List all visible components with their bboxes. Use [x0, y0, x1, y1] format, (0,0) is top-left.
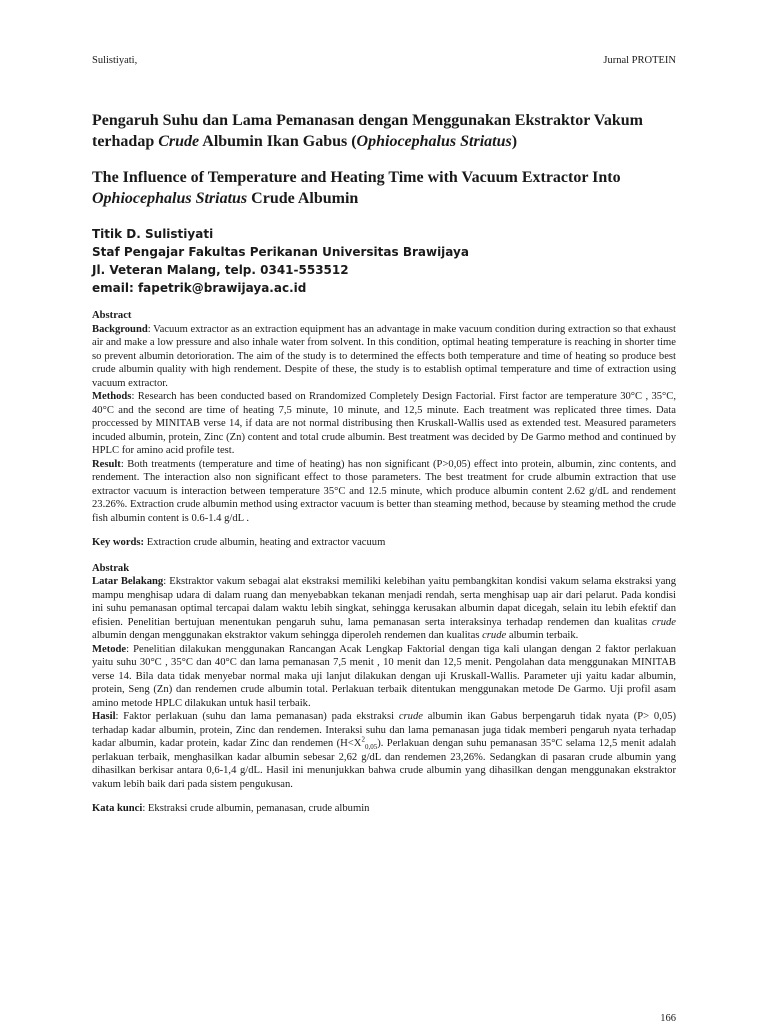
- keywords-english: [92, 536, 676, 550]
- abstract-heading: Abstract: [92, 310, 132, 321]
- latar-text-3: albumin terbaik.: [506, 630, 579, 641]
- hasil-text-3: ). Perlakuan dengan suhu pemanasan 35°C selama 12,5 menit adalah perlakuan terbaik, menghasilkan kadar albumin sebesar 2,62 g/dL dan rendemen 23,26%. Sedangkan di pasaran crude albumin yang dihasilkan berkisar antara 0,6-1,4 g/dL. Hasil ini menunjukkan bahwa crude albumin yang dihasilkan dengan menggunakan ekstraktor vakum lebih baik dari pada sistem pengukusan.: [92, 738, 676, 790]
- abstrak-latar-belakang: [92, 575, 676, 643]
- latar-crude-2: crude: [482, 630, 507, 641]
- author-affiliation: Staf Pengajar Fakultas Perikanan Universitas Brawijaya: [92, 245, 469, 259]
- hasil-text-2: albumin ikan Gabus berpengaruh tidak nyata (P> 0,05) terhadap kadar albumin, protein, Zinc dan rendemen. Interaksi suhu dan lama pemanasan juga tidak memberi pengaruh nyata terhadap kadar albumin, kadar protein, kadar Zinc dan rendemen (H<X: [92, 711, 676, 749]
- title-id-crude: Crude: [158, 133, 200, 150]
- title-en-text-1: The Influence of Temperature and Heating Time with Vacuum Extractor Into: [92, 169, 621, 186]
- abstrak-hasil: [92, 710, 676, 791]
- keywords-text: Extraction crude albumin, heating and extractor vacuum: [144, 537, 386, 548]
- metode-label: Metode: [92, 643, 127, 655]
- abstract-result: [92, 458, 676, 526]
- latar-crude-1: crude: [651, 616, 676, 628]
- running-header-journal: Jurnal PROTEIN: [603, 55, 676, 66]
- hasil-text-1: : Faktor perlakuan (suhu dan lama pemanasan) pada ekstraksi: [115, 711, 399, 722]
- chi-square-sub: 0,05: [364, 743, 378, 752]
- abstrak-heading: Abstrak: [92, 562, 130, 574]
- abstract-background: [92, 323, 676, 391]
- title-english: [92, 167, 676, 209]
- title-id-text-2: Albumin Ikan Gabus (: [199, 133, 357, 150]
- keywords-indonesian: [92, 802, 676, 816]
- methods-label: Methods: [92, 391, 132, 402]
- abstrak-metode: [92, 643, 676, 711]
- kata-kunci-label: Kata kunci: [92, 803, 143, 814]
- background-text: : Vacuum extractor as an extraction equipment has an advantage in make vacuum condition during extraction so that exhaust air and make a low pressure and also inhale water from solvent. In this condition, optimal heating temperature is reaching in shorter time so prevent albumin detorioration. The aim of the study is to determined the effects both temperature and time of heating so produce best crude albumin quality with high rendement. Despite of these, the study is to establish optimal temperature and time of extraction using vacuum extractor.: [92, 323, 676, 389]
- hasil-crude: crude: [398, 711, 423, 722]
- methods-text: : Research has been conducted based on Rrandomized Completely Design Factorial. First factor are temperature 30°C , 35°C, 40°C and the second are time of heating 7,5 minute, 10 minute, and 12,5 minute. Each treatment was replicated three times. Data proccessed by MINITAB verse 14, if data are not normal distribusing then Kruskall-Wallis used as extended test. Measured parameters incuded albumin, protein, Zinc (Zn) content and total crude albumin. Best treatment was decided by De Garmo method and continued by HPLC for amino acid profile test.: [92, 391, 676, 456]
- title-indonesian: [92, 110, 676, 152]
- background-label: Background: [92, 323, 148, 335]
- keywords-label: Key words:: [92, 537, 145, 548]
- hasil-label: Hasil: [92, 711, 116, 722]
- article-body: [92, 110, 676, 816]
- chi-square-sup: 2: [361, 735, 365, 744]
- result-label: Result: [92, 458, 121, 470]
- title-en-species: Ophiocephalus Striatus: [92, 190, 248, 207]
- author-email: email: fapetrik@brawijaya.ac.id: [92, 281, 307, 295]
- latar-text-1: : Ekstraktor vakum sebagai alat ekstraksi memiliki kelebihan yaitu pembangkitan kondisi vakum selama ekstraksi yang mampu menghisap udara di dalam ruang dan menyebabkan tekanan menjadi rendah, serta menghisap uap air dari pelarut. Pada kondisi ini suhu pemanasan optimal tercapai dalam waktu lebih singkat, sehingga kerusakan albumin dapat dicegah, selain itu lebih efektif dan efisien. Penelitian bertujuan menentukan pengaruh suhu, lama pemanasan serta interaksinya terhadap rendemen dan kualitas: [92, 576, 676, 628]
- author-address: Jl. Veteran Malang, telp. 0341-553512: [92, 263, 349, 277]
- author-block: [92, 225, 676, 297]
- title-id-text-1: Pengaruh Suhu dan Lama Pemanasan dengan Menggunakan Ekstraktor Vakum terhadap: [92, 112, 643, 150]
- title-id-text-3: ): [511, 133, 518, 150]
- metode-text: : Penelitian dilakukan menggunakan Rancangan Acak Lengkap Faktorial dengan tiga kali ulangan dengan 2 faktor perlakuan yaitu suhu 30°C , 35°C dan 40°C dan lama pemanasan 7,5 menit , 10 menit dan 12,5 menit. Pengolahan data menggunakan MINITAB verse 14. Bila data tidak menyebar normal maka uji lanjut dilakukan dengan uji Kruskall-Wallis. Parameter uji yaitu kadar albumin, protein, Seng (Zn) dan rendemen crude albumin total. Perlakuan terbaik ditentukan menggunakan metode De Garmo. Uji profil asam amino metode HPLC dilakukan untuk hasil terbaik.: [92, 643, 676, 709]
- latar-text-2: albumin dengan menggunakan ekstraktor vakum sehingga diperoleh rendemen dan kualitas: [92, 630, 483, 641]
- page-number: 166: [660, 1013, 676, 1024]
- latar-label: Latar Belakang: [92, 576, 164, 587]
- result-text: : Both treatments (temperature and time of heating) has non significant (P>0,05) effect into protein, albumin, zinc contents, and rendement. The interaction also non significant effect to those parameters. The best treatment for crude albumin extraction that use extractor vacuum is interaction between temperature 35°C and 12.5 minute, which produce albumin content 2.62 g/dL and rendement 23.26%. Extraction crude albumin method using extractor vacuum is better than steaming method, because by steaming method the crude fish albumin content is 0.6-1.4 g/dL .: [92, 458, 676, 524]
- abstract-methods: [92, 390, 676, 458]
- abstract-english: [92, 309, 676, 525]
- title-id-species: Ophiocephalus Striatus: [356, 133, 512, 150]
- kata-kunci-text: : Ekstraksi crude albumin, pemanasan, crude albumin: [142, 803, 370, 814]
- author-name: Titik D. Sulistiyati: [92, 227, 214, 241]
- running-header-author: Sulistiyati,: [92, 55, 138, 66]
- abstract-indonesian: [92, 562, 676, 792]
- title-en-text-2: Crude Albumin: [247, 190, 359, 207]
